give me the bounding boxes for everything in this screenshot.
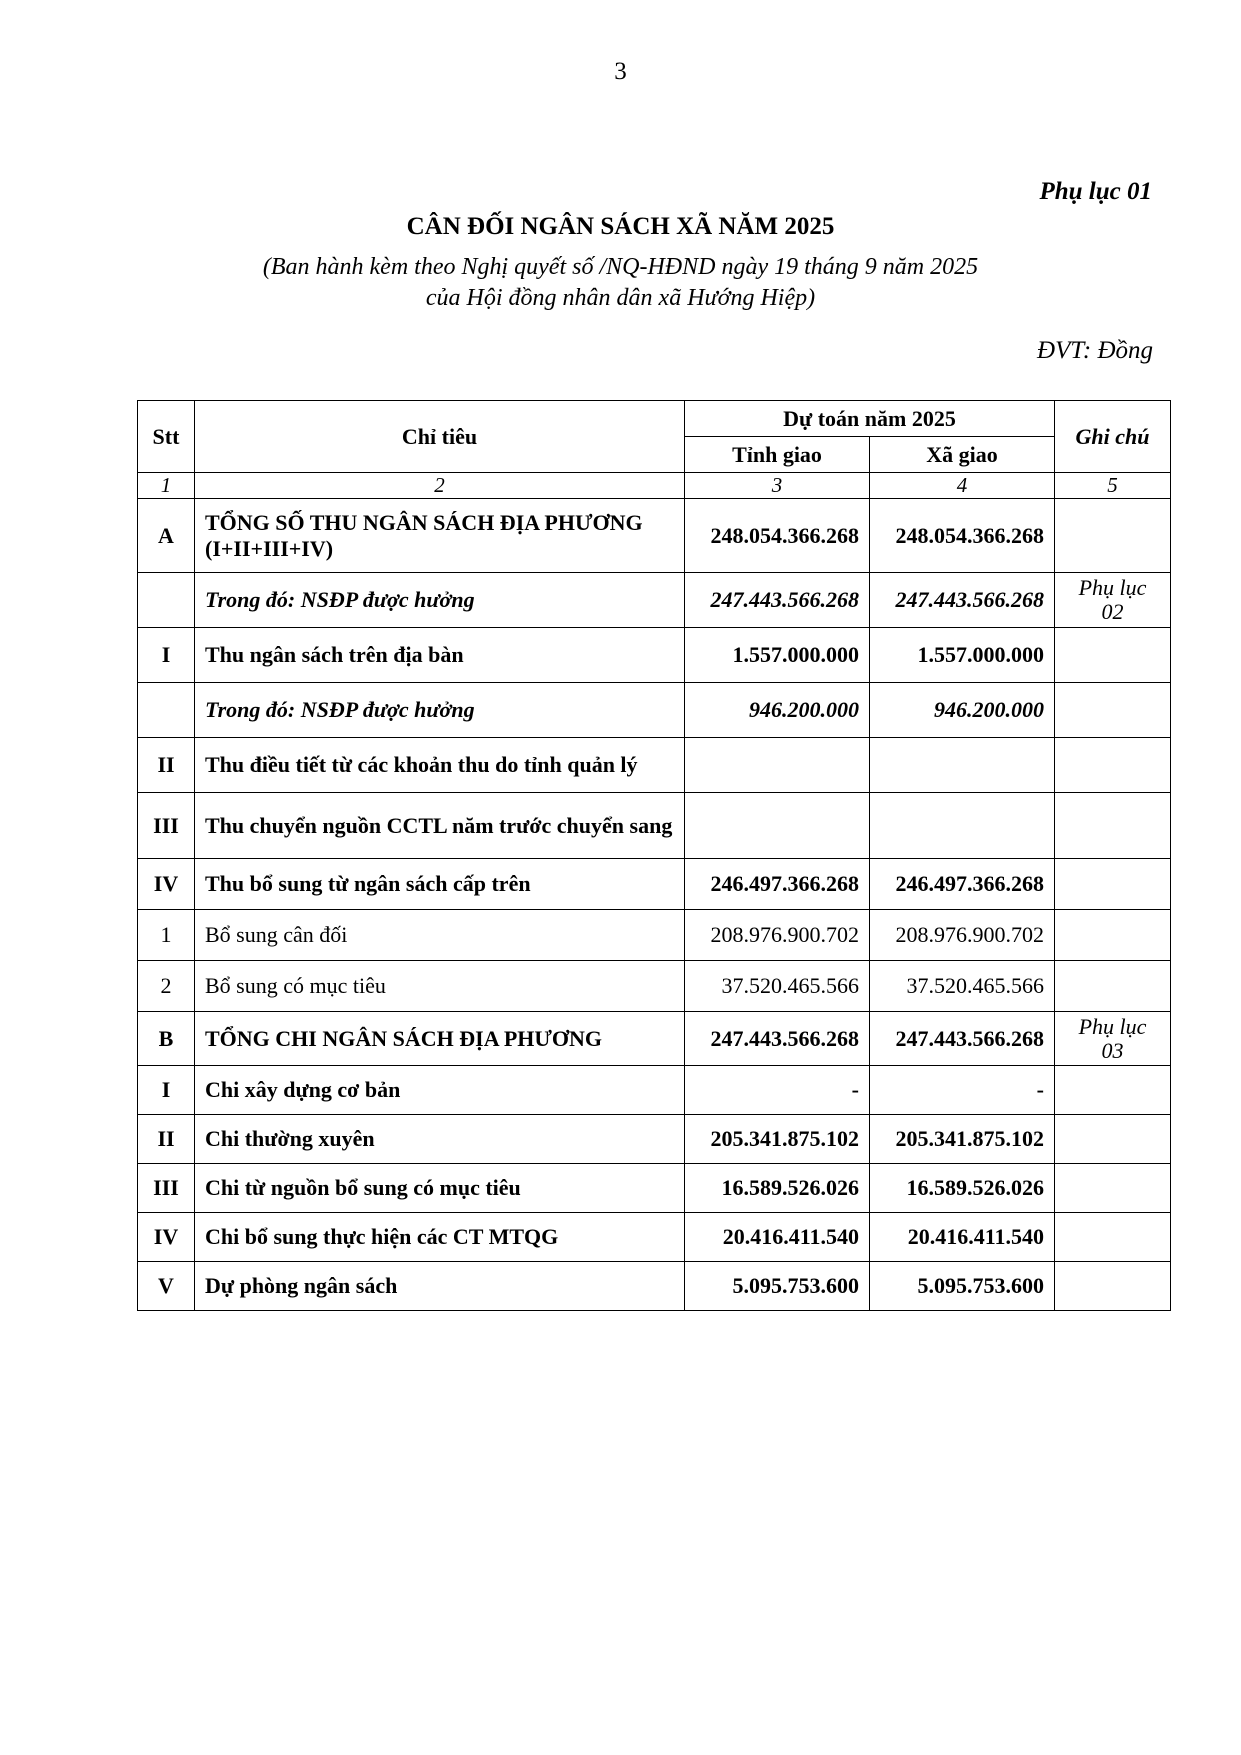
row-name: Thu bổ sung từ ngân sách cấp trên [195, 859, 685, 910]
row-stt [138, 683, 195, 738]
row-name: Chi xây dựng cơ bản [195, 1066, 685, 1115]
row-name: Dự phòng ngân sách [195, 1262, 685, 1311]
row-province-value: 247.443.566.268 [685, 573, 870, 628]
row-province-value: 5.095.753.600 [685, 1262, 870, 1311]
row-province-value: 1.557.000.000 [685, 628, 870, 683]
row-stt: II [138, 1115, 195, 1164]
table-row [138, 628, 1171, 683]
row-name: Chi bổ sung thực hiện các CT MTQG [195, 1213, 685, 1262]
row-note [1055, 1213, 1171, 1262]
row-commune-value: 5.095.753.600 [870, 1262, 1055, 1311]
row-note: Phụ lục 03 [1055, 1012, 1171, 1066]
row-commune-value: - [870, 1066, 1055, 1115]
row-name: Trong đó: NSĐP được hưởng [195, 573, 685, 628]
row-stt: IV [138, 1213, 195, 1262]
row-commune-value: 37.520.465.566 [870, 961, 1055, 1012]
row-commune-value: 1.557.000.000 [870, 628, 1055, 683]
header-name: Chỉ tiêu [195, 401, 685, 473]
row-commune-value [870, 793, 1055, 859]
row-stt: B [138, 1012, 195, 1066]
row-name: TỔNG CHI NGÂN SÁCH ĐỊA PHƯƠNG [195, 1012, 685, 1066]
row-stt: V [138, 1262, 195, 1311]
row-note [1055, 1066, 1171, 1115]
row-commune-value: 205.341.875.102 [870, 1115, 1055, 1164]
row-note [1055, 859, 1171, 910]
row-province-value: 247.443.566.268 [685, 1012, 870, 1066]
row-commune-value [870, 738, 1055, 793]
row-province-value: 208.976.900.702 [685, 910, 870, 961]
document-title: CÂN ĐỐI NGÂN SÁCH XÃ NĂM 2025 [406, 213, 835, 240]
row-province-value [685, 793, 870, 859]
row-note [1055, 1262, 1171, 1311]
row-stt: IV [138, 859, 195, 910]
row-note [1055, 1164, 1171, 1213]
row-commune-value: 208.976.900.702 [870, 910, 1055, 961]
row-commune-value: 248.054.366.268 [870, 499, 1055, 573]
row-commune-value: 946.200.000 [870, 683, 1055, 738]
row-commune-value: 247.443.566.268 [870, 573, 1055, 628]
row-note [1055, 683, 1171, 738]
row-province-value [685, 738, 870, 793]
table-row [138, 961, 1171, 1012]
row-province-value: 37.520.465.566 [685, 961, 870, 1012]
table-row [138, 1066, 1171, 1115]
table-row [138, 683, 1171, 738]
row-note [1055, 738, 1171, 793]
row-stt: II [138, 738, 195, 793]
header-note: Ghi chú [1055, 401, 1171, 473]
row-stt: I [138, 1066, 195, 1115]
page-number: 3 [614, 58, 627, 85]
row-name: Chi thường xuyên [195, 1115, 685, 1164]
row-name: Thu điều tiết từ các khoản thu do tỉnh quản lý [195, 738, 685, 793]
unit-label: ĐVT: Đồng [1037, 337, 1153, 364]
row-name: Bổ sung cân đối [195, 910, 685, 961]
row-name: TỔNG SỐ THU NGÂN SÁCH ĐỊA PHƯƠNG (I+II+III+IV) [195, 499, 685, 573]
table-row [138, 1213, 1171, 1262]
column-index: 1 [138, 473, 195, 499]
row-commune-value: 20.416.411.540 [870, 1213, 1055, 1262]
table-row [138, 499, 1171, 573]
row-province-value: 248.054.366.268 [685, 499, 870, 573]
row-note [1055, 961, 1171, 1012]
row-note [1055, 499, 1171, 573]
column-index: 4 [870, 473, 1055, 499]
column-index: 2 [195, 473, 685, 499]
column-index: 5 [1055, 473, 1171, 499]
header-estimate: Dự toán năm 2025 [685, 401, 1055, 437]
row-name: Thu chuyển nguồn CCTL năm trước chuyển sang [195, 793, 685, 859]
column-index-row [138, 473, 1171, 499]
row-name: Chi từ nguồn bổ sung có mục tiêu [195, 1164, 685, 1213]
row-province-value: 946.200.000 [685, 683, 870, 738]
row-commune-value: 246.497.366.268 [870, 859, 1055, 910]
row-stt: 1 [138, 910, 195, 961]
table-row [138, 738, 1171, 793]
row-province-value: 246.497.366.268 [685, 859, 870, 910]
row-name: Thu ngân sách trên địa bàn [195, 628, 685, 683]
row-stt [138, 573, 195, 628]
row-stt: III [138, 1164, 195, 1213]
table-row [138, 1115, 1171, 1164]
row-commune-value: 16.589.526.026 [870, 1164, 1055, 1213]
header-commune: Xã giao [870, 437, 1055, 473]
table-row [138, 793, 1171, 859]
row-province-value: - [685, 1066, 870, 1115]
table-row [138, 1012, 1171, 1066]
header-stt: Stt [138, 401, 195, 473]
table-row [138, 573, 1171, 628]
row-name: Bổ sung có mục tiêu [195, 961, 685, 1012]
table-row [138, 910, 1171, 961]
appendix-label: Phụ lục 01 [1039, 178, 1152, 205]
header-province: Tỉnh giao [685, 437, 870, 473]
table-row [138, 859, 1171, 910]
column-index: 3 [685, 473, 870, 499]
row-note [1055, 910, 1171, 961]
row-note [1055, 1115, 1171, 1164]
row-stt: A [138, 499, 195, 573]
row-note: Phụ lục 02 [1055, 573, 1171, 628]
row-province-value: 16.589.526.026 [685, 1164, 870, 1213]
subtitle-line-2: của Hội đồng nhân dân xã Hướng Hiệp) [425, 285, 816, 311]
subtitle-line-1: (Ban hành kèm theo Nghị quyết số /NQ-HĐND ngày 19 tháng 9 năm 2025 [262, 254, 979, 280]
row-commune-value: 247.443.566.268 [870, 1012, 1055, 1066]
table-row [138, 1164, 1171, 1213]
table-row [138, 1262, 1171, 1311]
row-province-value: 205.341.875.102 [685, 1115, 870, 1164]
row-stt: I [138, 628, 195, 683]
budget-table [137, 400, 1171, 1311]
row-note [1055, 793, 1171, 859]
row-stt: III [138, 793, 195, 859]
document-subtitle [0, 252, 1241, 314]
row-name: Trong đó: NSĐP được hưởng [195, 683, 685, 738]
row-stt: 2 [138, 961, 195, 1012]
row-province-value: 20.416.411.540 [685, 1213, 870, 1262]
row-note [1055, 628, 1171, 683]
